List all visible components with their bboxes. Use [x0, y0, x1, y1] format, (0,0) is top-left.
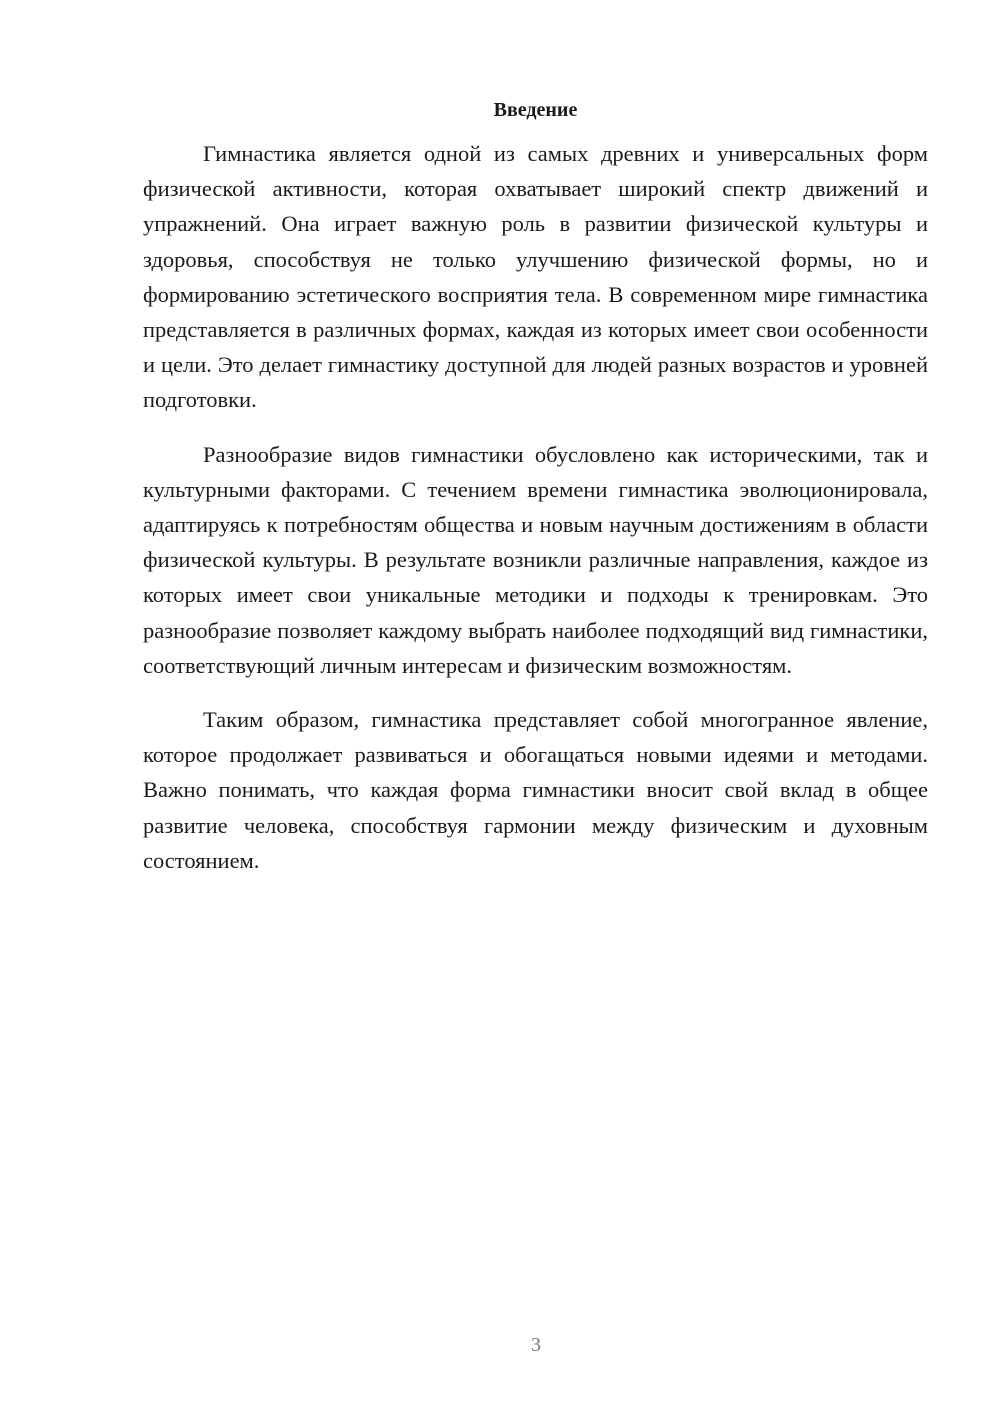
section-heading: Введение	[493, 99, 578, 121]
paragraph-2: Разнообразие видов гимнастики обусловлено как историческими, так и культурными факторами. С течением времени гимнастика эволюционировала, адаптируясь к потребностям общества и новым научным достижениям в области физической культуры. В результате возникли различные направления, каждое из которых имеет свои уникальные методики и подходы к тренировкам. Это разнообразие позволяет каждому выбрать наиболее подходящий вид гимнастики, соответствующий личным интересам и физическим возможностям.	[143, 441, 928, 678]
paragraph-3: Таким образом, гимнастика представляет собой многогранное явление, которое продолжает развиваться и обогащаться новыми идеями и методами. Важно понимать, что каждая форма гимнастики вносит свой вклад в общее развитие человека, способствуя гармонии между физическим и духовным состоянием.	[143, 707, 928, 873]
paragraph-1: Гимнастика является одной из самых древних и универсальных форм физической активности, которая охватывает широкий спектр движений и упражнений. Она играет важную роль в развитии физической культуры и здоровья, способствуя не только улучшению физической формы, но и формированию эстетического восприятия тела. В современном мире гимнастика представляется в различных формах, каждая из которых имеет свои особенности и цели. Это делает гимнастику доступной для людей разных возрастов и уровней подготовки.	[143, 141, 928, 413]
page-number: 3	[531, 1334, 541, 1356]
page-content	[143, 92, 928, 878]
